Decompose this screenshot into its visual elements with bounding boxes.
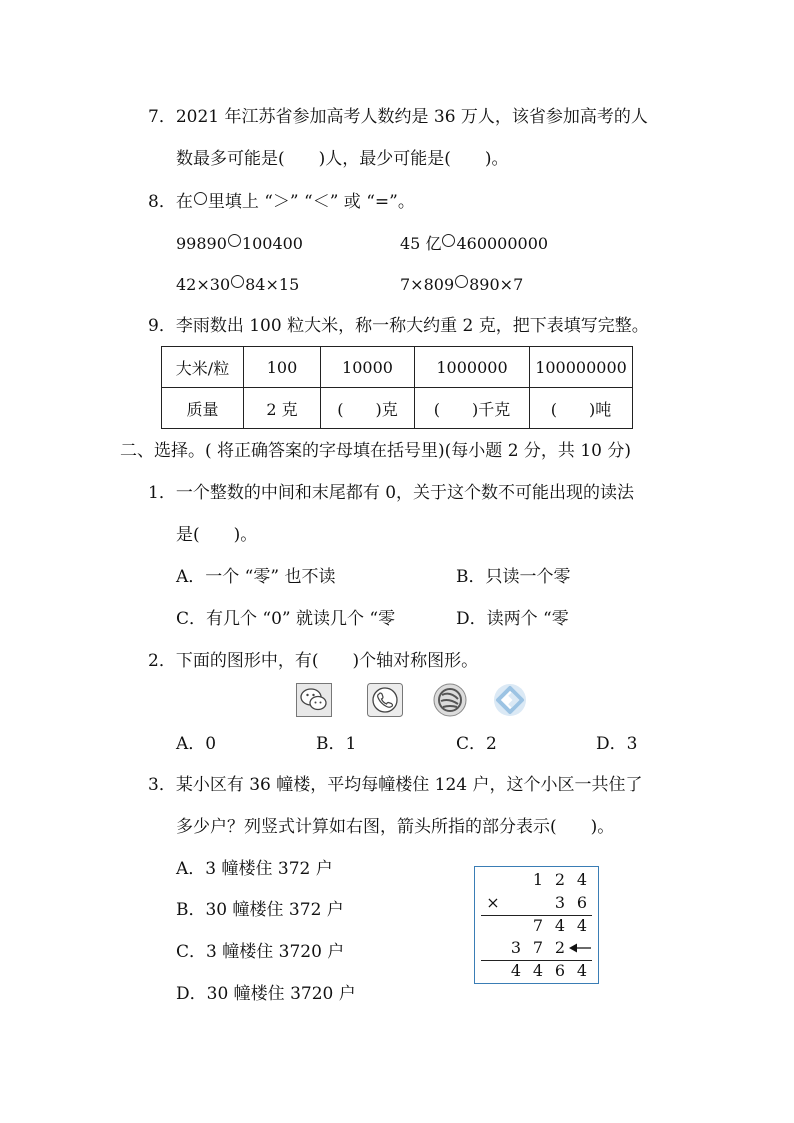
calc-digit: 4 <box>576 870 588 889</box>
calc-digit: 4 <box>510 961 522 980</box>
q8-suffix: 里填上 “＞” “＜” 或 “=”。 <box>207 192 415 212</box>
calc-digit: 3 <box>554 893 566 912</box>
q9-text: 9．李雨数出 100 粒大米，称一称大约重 2 克，把下表填写完整。 <box>148 316 649 336</box>
q8-item-right: 890×7 <box>469 275 524 294</box>
c3-line2: 多少户？列竖式计算如右图，箭头所指的部分表示( )。 <box>176 817 615 837</box>
circle-blank-icon[interactable] <box>231 275 244 288</box>
q8-item-right: 460000000 <box>456 234 549 253</box>
calc-row-partial-2 <box>483 938 590 960</box>
calc-digit: 1 <box>532 870 544 889</box>
q8-item-left: 42×30 <box>176 275 231 294</box>
calc-digit: 2 <box>554 870 566 889</box>
arrow-left-icon <box>569 942 591 954</box>
china-mobile-logo-icon <box>432 683 468 717</box>
q7-line1: 7．2021 年江苏省参加高考人数约是 36 万人，该省参加高考的人 <box>148 107 648 127</box>
c3-option-d[interactable]: D．30 幢楼住 3720 户 <box>176 984 356 1004</box>
calc-digit: 6 <box>554 961 566 980</box>
calc-row-multiplicand <box>483 870 590 892</box>
table-cell: 100 <box>244 347 321 388</box>
circle-blank-icon[interactable] <box>455 275 468 288</box>
c3-line1: 3．某小区有 36 幢楼，平均每幢楼住 124 户，这个小区一共住了 <box>148 775 643 795</box>
c3-option-a[interactable]: A．3 幢楼住 372 户 <box>176 859 333 879</box>
table-cell[interactable]: ( )吨 <box>530 388 633 429</box>
table-row <box>162 388 633 429</box>
c1-option-c[interactable]: C．有几个 “0” 就读几个 “零 <box>176 609 396 629</box>
calc-digit: 4 <box>554 916 566 935</box>
circle-blank-icon[interactable] <box>228 234 241 247</box>
c2-text: 2．下面的图形中，有( )个轴对称图形。 <box>148 651 479 671</box>
table-row <box>162 347 633 388</box>
calc-digit: 4 <box>576 916 588 935</box>
q8-item-right: 100400 <box>241 234 303 253</box>
calc-row-product <box>483 961 590 983</box>
c3-option-c[interactable]: C．3 幢楼住 3720 户 <box>176 942 345 962</box>
calc-row-partial-1 <box>483 916 590 938</box>
q8-item-left: 99890 <box>176 234 227 253</box>
c2-option-d[interactable]: D．3 <box>596 734 638 754</box>
table-cell: 2 克 <box>244 388 321 429</box>
q8-prompt <box>148 192 415 212</box>
table-cell: 100000000 <box>530 347 633 388</box>
table-cell: 质量 <box>162 388 244 429</box>
c1-line1: 1．一个整数的中间和末尾都有 0，关于这个数不可能出现的读法 <box>148 483 635 503</box>
table-cell: 10000 <box>321 347 415 388</box>
section-heading: 二、选择。( 将正确答案的字母填在括号里)(每小题 2 分，共 10 分) <box>120 441 631 461</box>
phone-logo-icon <box>367 683 403 717</box>
c1-option-b[interactable]: B．只读一个零 <box>456 567 571 587</box>
q8-item-left: 7×809 <box>400 275 455 294</box>
c2-option-a[interactable]: A．0 <box>176 734 217 754</box>
calc-digit: 4 <box>576 961 588 980</box>
table-cell[interactable]: ( )千克 <box>415 388 530 429</box>
calc-digit: 7 <box>532 938 544 957</box>
wechat-logo-icon <box>296 683 332 717</box>
logo-row <box>0 683 794 723</box>
calc-digit: 4 <box>532 961 544 980</box>
c1-option-a[interactable]: A．一个 “零” 也不读 <box>176 567 336 587</box>
vertical-multiplication <box>474 866 599 984</box>
q8-item-3 <box>176 275 299 295</box>
calc-digit: 6 <box>576 893 588 912</box>
calc-digit: 7 <box>532 916 544 935</box>
q8-prefix: 8．在 <box>148 192 193 212</box>
q8-item-4 <box>400 275 523 295</box>
q8-item-left: 45 亿 <box>400 234 442 253</box>
c2-option-b[interactable]: B．1 <box>316 734 357 754</box>
table-cell[interactable]: ( )克 <box>321 388 415 429</box>
calc-row-multiplier <box>483 893 590 915</box>
q7-line2: 数最多可能是( )人，最少可能是( )。 <box>176 149 509 169</box>
calc-digit: 2 <box>554 938 566 957</box>
calc-digit: 3 <box>510 938 522 957</box>
circle-blank-icon[interactable] <box>442 234 455 247</box>
c1-option-d[interactable]: D．读两个 “零 <box>456 609 569 629</box>
circle-blank-icon[interactable] <box>194 192 207 205</box>
rice-table <box>161 346 633 429</box>
q8-item-2 <box>400 234 548 254</box>
q8-item-right: 84×15 <box>245 275 300 294</box>
table-cell: 1000000 <box>415 347 530 388</box>
c3-option-b[interactable]: B．30 幢楼住 372 户 <box>176 900 344 920</box>
c2-option-c[interactable]: C．2 <box>456 734 497 754</box>
c1-line2: 是( )。 <box>176 525 258 545</box>
times-sign: × <box>486 893 500 912</box>
table-cell: 大米/粒 <box>162 347 244 388</box>
bank-logo-icon <box>492 683 528 717</box>
q8-item-1 <box>176 234 303 254</box>
